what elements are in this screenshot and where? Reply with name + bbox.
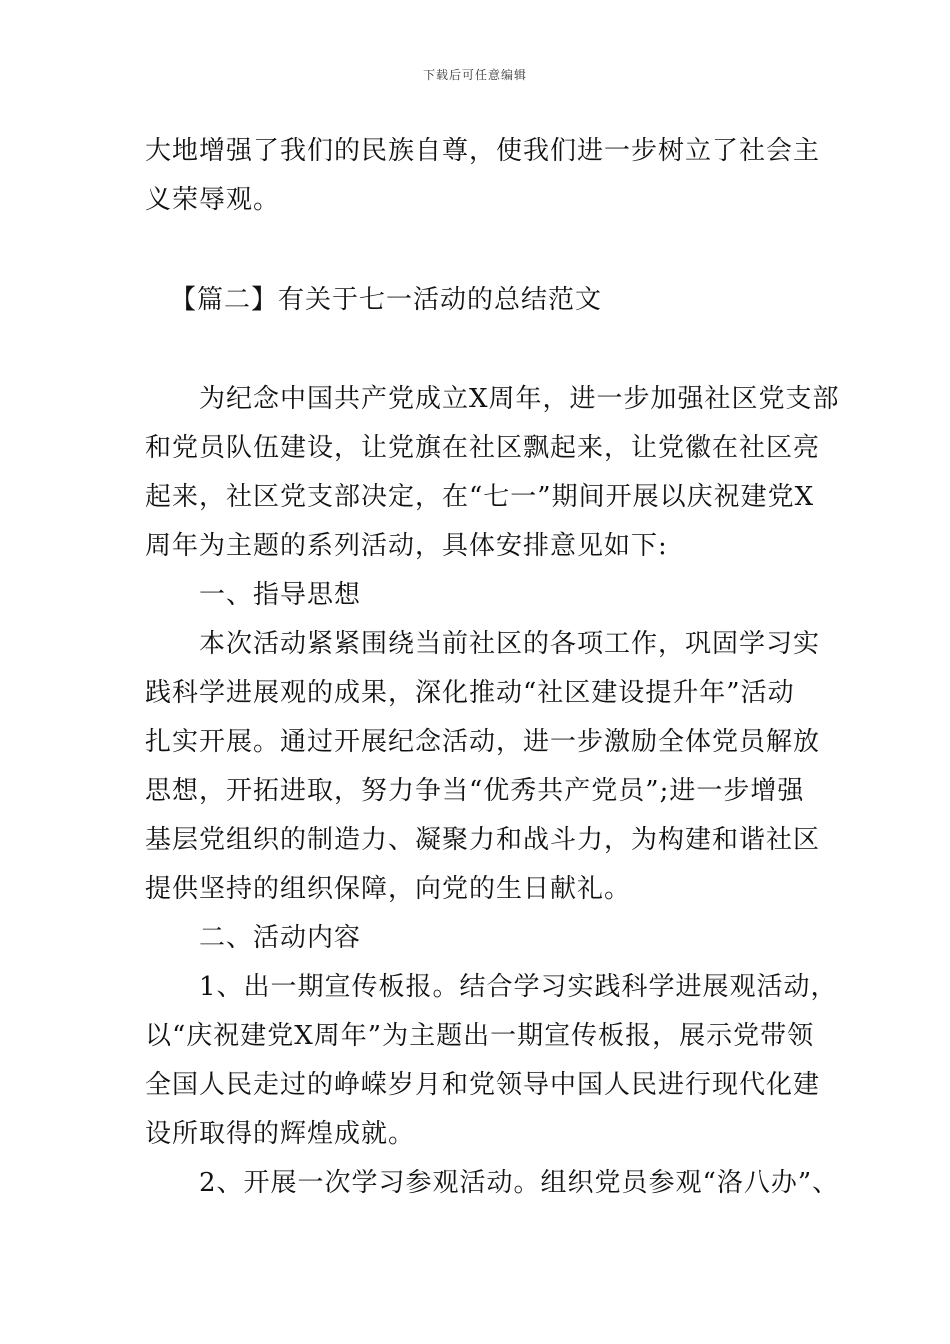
text-line: 践科学进展观的成果，深化推动“社区建设提升年”活动 xyxy=(145,678,795,708)
intro-paragraph xyxy=(145,375,840,1208)
text-line: 周年为主题的系列活动，具体安排意见如下: xyxy=(145,531,668,561)
text-line: 基层党组织的制造力、凝聚力和战斗力，为构建和谐社区 xyxy=(145,825,821,855)
heading-activity-content: 二、活动内容 xyxy=(145,923,362,953)
text-line: 全国人民走过的峥嵘岁月和党领导中国人民进行现代化建 xyxy=(145,1070,821,1100)
text-line: 扎实开展。通过开展纪念活动，进一步激励全体党员解放 xyxy=(145,727,821,757)
heading-guiding-thought: 一、指导思想 xyxy=(145,580,362,610)
text-line: 大地增强了我们的民族自尊，使我们进一步树立了社会主 xyxy=(145,136,821,166)
text-line: 义荣辱观。 xyxy=(145,185,281,215)
text-line: 提供坚持的组织保障，向党的生日献礼。 xyxy=(145,874,632,904)
section-title xyxy=(170,276,850,325)
text-line: 思想，开拓进取，努力争当“优秀共产党员”;进一步增强 xyxy=(145,776,805,806)
text-line: 设所取得的辉煌成就。 xyxy=(145,1119,416,1149)
page-header-note: 下载后可任意编辑 xyxy=(422,68,527,82)
text-line: 起来，社区党支部决定，在“七一”期间开展以庆祝建党X xyxy=(145,482,815,512)
paragraph-continuation xyxy=(145,127,825,225)
section-title-text: 【篇二】有关于七一活动的总结范文 xyxy=(170,285,603,315)
text-line: 和党员队伍建设，让党旗在社区飘起来，让党徽在社区亮 xyxy=(145,433,821,463)
text-line: 为纪念中国共产党成立X周年，进一步加强社区党支部 xyxy=(145,384,840,414)
text-line: 以“庆祝建党X周年”为主题出一期宣传板报，展示党带领 xyxy=(145,1021,815,1051)
text-line: 本次活动紧紧围绕当前社区的各项工作，巩固学习实 xyxy=(145,629,821,659)
text-line: 2、开展一次学习参观活动。组织党员参观“洛八办”、 xyxy=(145,1168,840,1198)
text-line: 1、出一期宣传板报。结合学习实践科学进展观活动， xyxy=(145,972,838,1002)
